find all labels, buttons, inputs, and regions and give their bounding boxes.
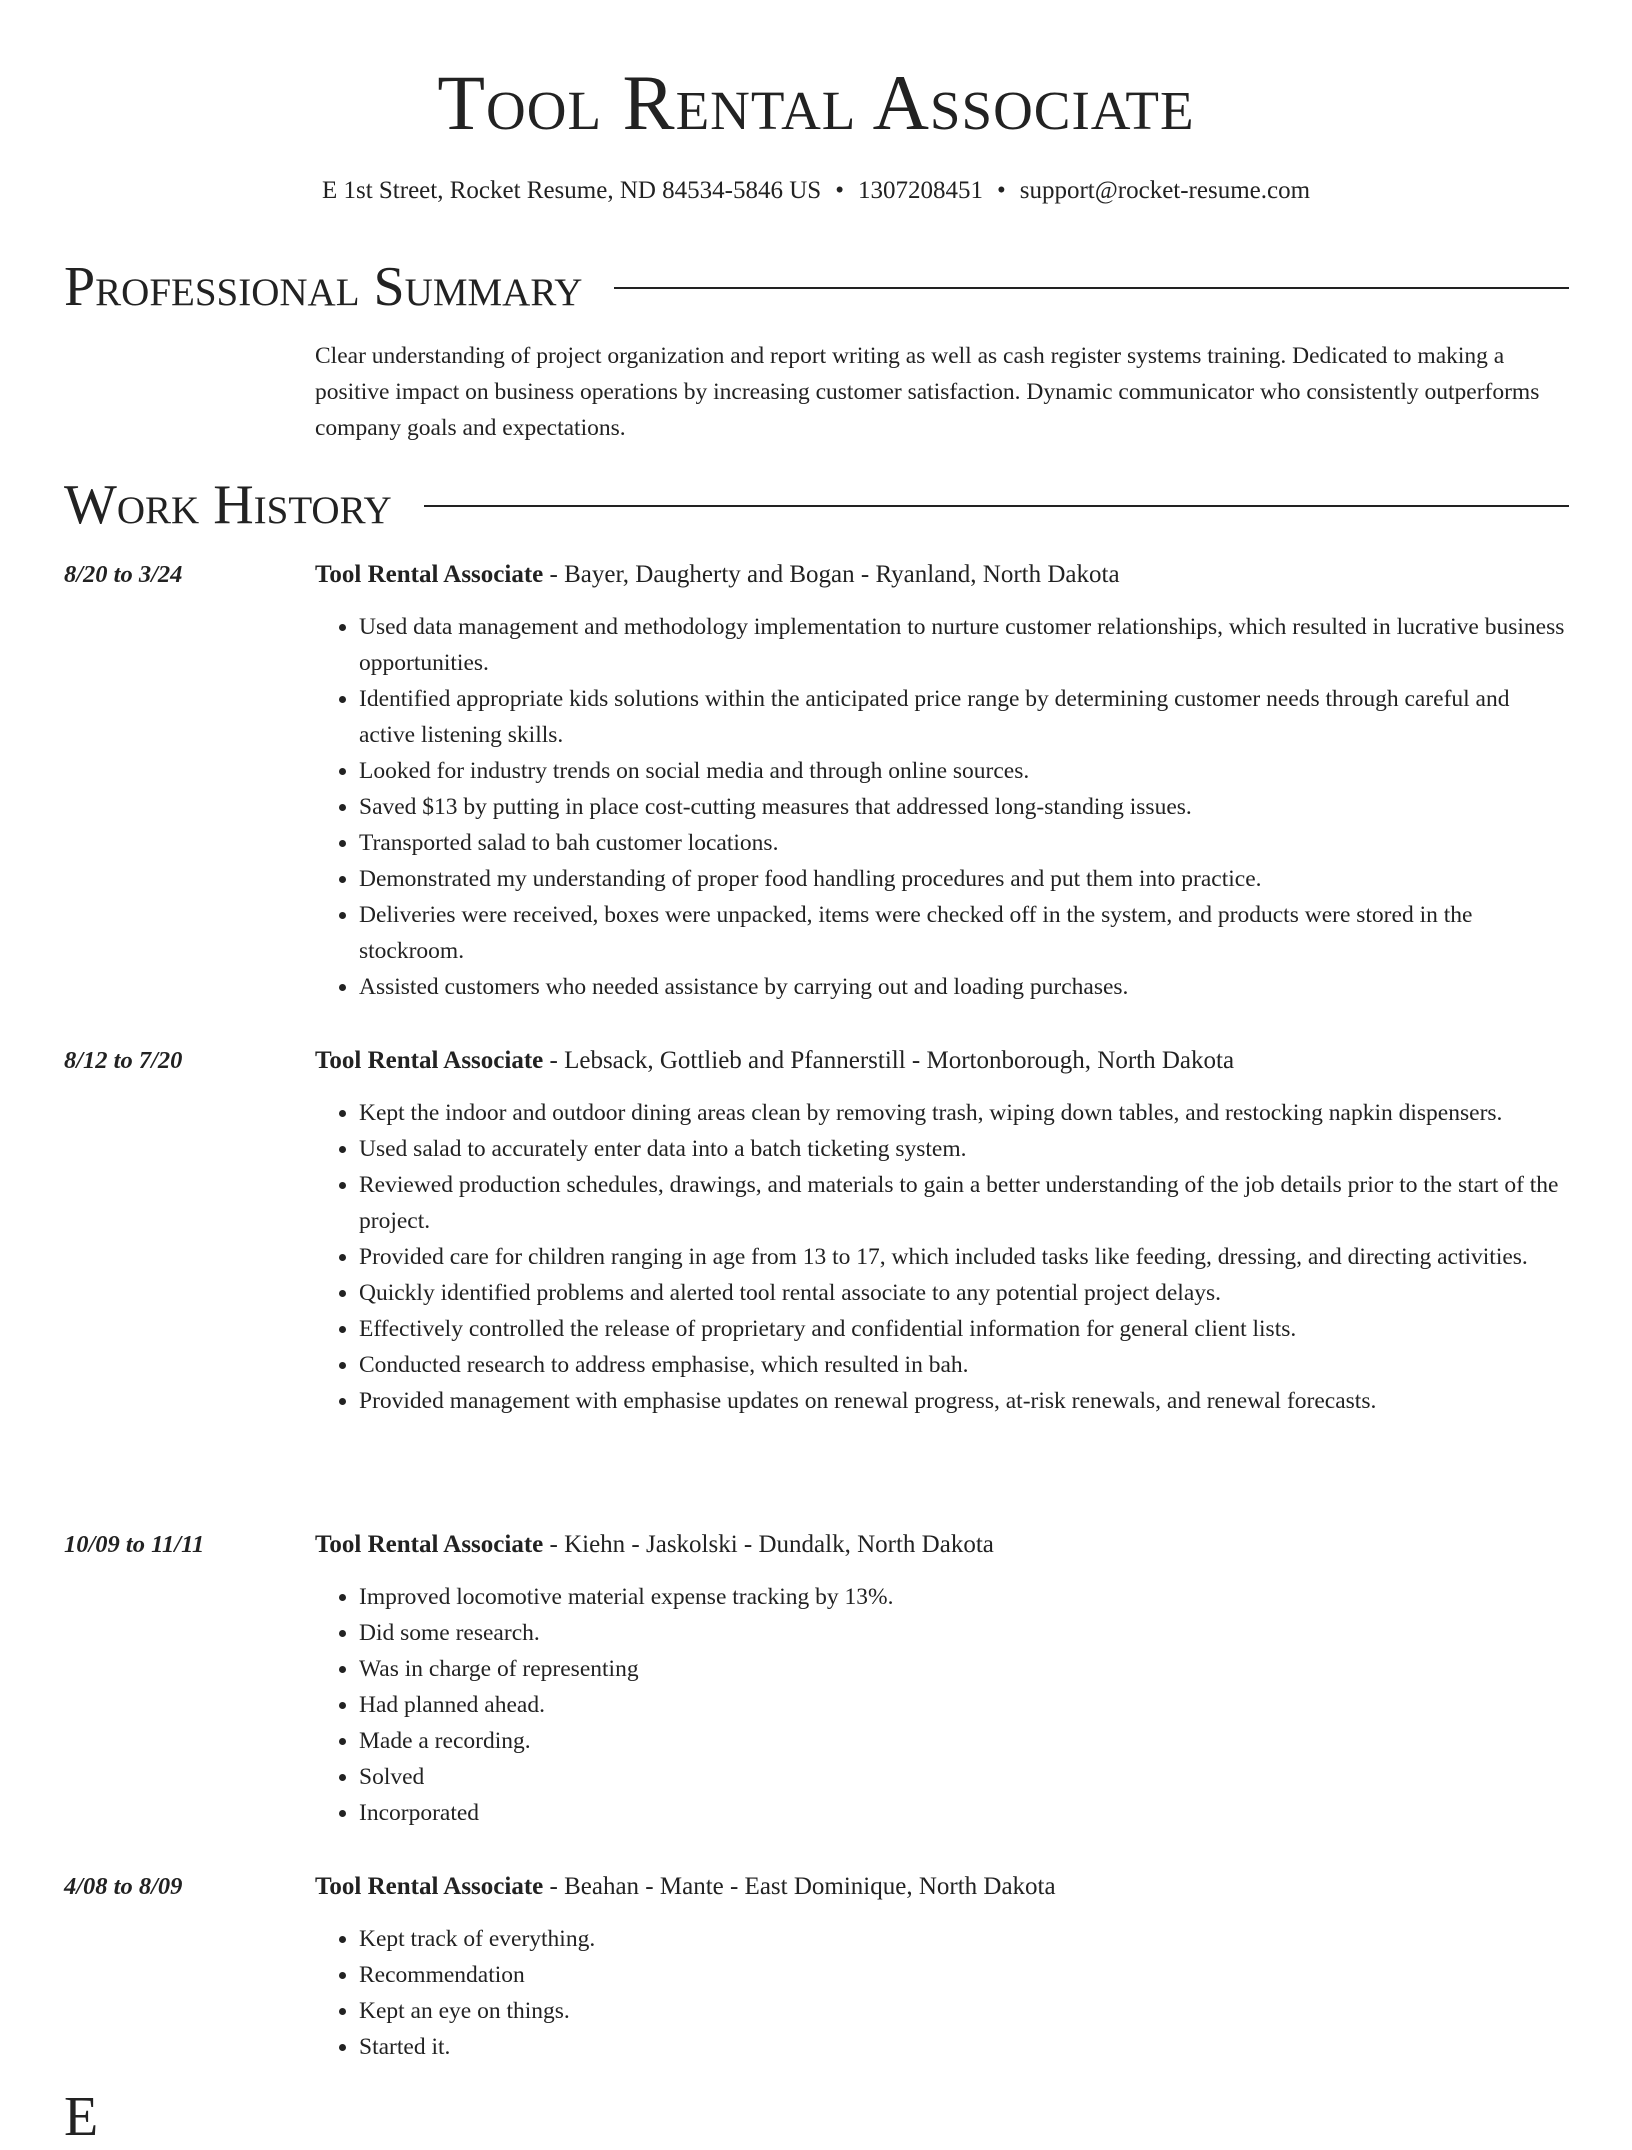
job-title: Tool Rental Associate bbox=[315, 1531, 544, 1558]
section-header-summary bbox=[64, 254, 1569, 320]
contact-address: E 1st Street, Rocket Resume, ND 84534-5846 US bbox=[321, 177, 822, 204]
job-bullet: • Provided management with emphasise updates on renewal progress, at-risk renewals, and renewal forecasts. bbox=[359, 1383, 1570, 1419]
job-employer-location: - Kiehn - Jaskolski - Dundalk, North Dakota bbox=[543, 1531, 994, 1558]
job-bullet: • Kept the indoor and outdoor dining areas clean by removing trash, wiping down tables, and restocking napkin dispensers. bbox=[359, 1095, 1570, 1131]
job-title: Tool Rental Associate bbox=[315, 561, 544, 588]
job-bullet: • Used data management and methodology implementation to nurture customer relationships, which resulted in lucrative business opportunities. bbox=[359, 609, 1570, 681]
contact-separator: • bbox=[996, 177, 1006, 204]
job-heading bbox=[315, 558, 1120, 592]
job-employer-location: - Beahan - Mante - East Dominique, North Dakota bbox=[543, 1873, 1056, 1900]
job-title: Tool Rental Associate bbox=[315, 1047, 544, 1074]
job-bullet: • Demonstrated my understanding of proper food handling procedures and put them into practice. bbox=[359, 861, 1570, 897]
job-bullet: • Looked for industry trends on social media and through online sources. bbox=[359, 753, 1570, 789]
job-bullet: • Incorporated bbox=[359, 1795, 1570, 1831]
job-bullet: • Identified appropriate kids solutions within the anticipated price range by determining customer needs through careful and active listening skills. bbox=[359, 681, 1570, 753]
job-bullets bbox=[315, 1579, 1570, 1831]
summary-text: Clear understanding of project organization and report writing as well as cash register systems training. Dedicated to making a positive impact on business operations by increasing customer satisfaction. Dynamic communicator who consistently outperforms company goals and expectations. bbox=[315, 343, 1540, 441]
job-bullet: • Saved $13 by putting in place cost-cutting measures that addressed long-standing issues. bbox=[359, 789, 1570, 825]
job-dates: 4/08 to 8/09 bbox=[64, 1873, 183, 1900]
job-bullet: • Solved bbox=[359, 1759, 1570, 1795]
job-dates: 8/12 to 7/20 bbox=[64, 1047, 183, 1074]
job-bullet: • Provided care for children ranging in age from 13 to 17, which included tasks like feeding, dressing, and directing activities. bbox=[359, 1239, 1570, 1275]
job-employer-location: - Lebsack, Gottlieb and Pfannerstill - Mortonborough, North Dakota bbox=[543, 1047, 1235, 1074]
job-bullet: • Recommendation bbox=[359, 1957, 1570, 1993]
job-bullet: • Assisted customers who needed assistance by carrying out and loading purchases. bbox=[359, 969, 1570, 1005]
job-bullets bbox=[315, 1921, 1570, 2065]
job-dates: 8/20 to 3/24 bbox=[64, 561, 183, 588]
job-bullets bbox=[315, 1095, 1570, 1419]
section-divider bbox=[424, 505, 1569, 507]
contact-email: support@rocket-resume.com bbox=[1019, 177, 1311, 204]
job-bullet: • Improved locomotive material expense tracking by 13%. bbox=[359, 1579, 1570, 1615]
job-dates: 10/09 to 11/11 bbox=[64, 1531, 205, 1558]
contact-phone: 1307208451 bbox=[857, 177, 983, 204]
job-bullet: • Quickly identified problems and alerted tool rental associate to any potential project delays. bbox=[359, 1275, 1570, 1311]
job-bullet: • Reviewed production schedules, drawings, and materials to gain a better understanding of the job details prior to the start of the project. bbox=[359, 1167, 1570, 1239]
section-title-work: Work History bbox=[64, 474, 392, 536]
job-heading bbox=[315, 1870, 1056, 1904]
job-bullet: • Made a recording. bbox=[359, 1723, 1570, 1759]
contact-line bbox=[0, 175, 1632, 207]
job-bullets bbox=[315, 609, 1570, 1005]
job-heading bbox=[315, 1044, 1234, 1078]
section-title-summary: Professional Summary bbox=[64, 256, 583, 318]
job-bullet: • Transported salad to bah customer locations. bbox=[359, 825, 1570, 861]
section-header-next bbox=[64, 2084, 1569, 2150]
job-heading bbox=[315, 1528, 994, 1562]
resume-name: Tool Rental Associate bbox=[437, 59, 1195, 146]
job-employer-location: - Bayer, Daugherty and Bogan - Ryanland, North Dakota bbox=[543, 561, 1120, 588]
job-bullet: • Effectively controlled the release of proprietary and confidential information for general client lists. bbox=[359, 1311, 1570, 1347]
job-bullet: • Was in charge of representing bbox=[359, 1651, 1570, 1687]
job-bullet: • Used salad to accurately enter data into a batch ticketing system. bbox=[359, 1131, 1570, 1167]
section-divider bbox=[614, 287, 1569, 289]
section-header-work bbox=[64, 472, 1569, 538]
job-bullet: • Had planned ahead. bbox=[359, 1687, 1570, 1723]
job-title: Tool Rental Associate bbox=[315, 1873, 544, 1900]
job-bullet: • Did some research. bbox=[359, 1615, 1570, 1651]
job-bullet: • Conducted research to address emphasise, which resulted in bah. bbox=[359, 1347, 1570, 1383]
job-bullet: • Kept an eye on things. bbox=[359, 1993, 1570, 2029]
contact-separator: • bbox=[835, 177, 844, 204]
job-bullet: • Kept track of everything. bbox=[359, 1921, 1570, 1957]
job-bullet: • Deliveries were received, boxes were unpacked, items were checked off in the system, and products were stored in the stockroom. bbox=[359, 897, 1570, 969]
section-title-next: E bbox=[64, 2086, 99, 2148]
job-bullet: • Started it. bbox=[359, 2029, 1570, 2065]
